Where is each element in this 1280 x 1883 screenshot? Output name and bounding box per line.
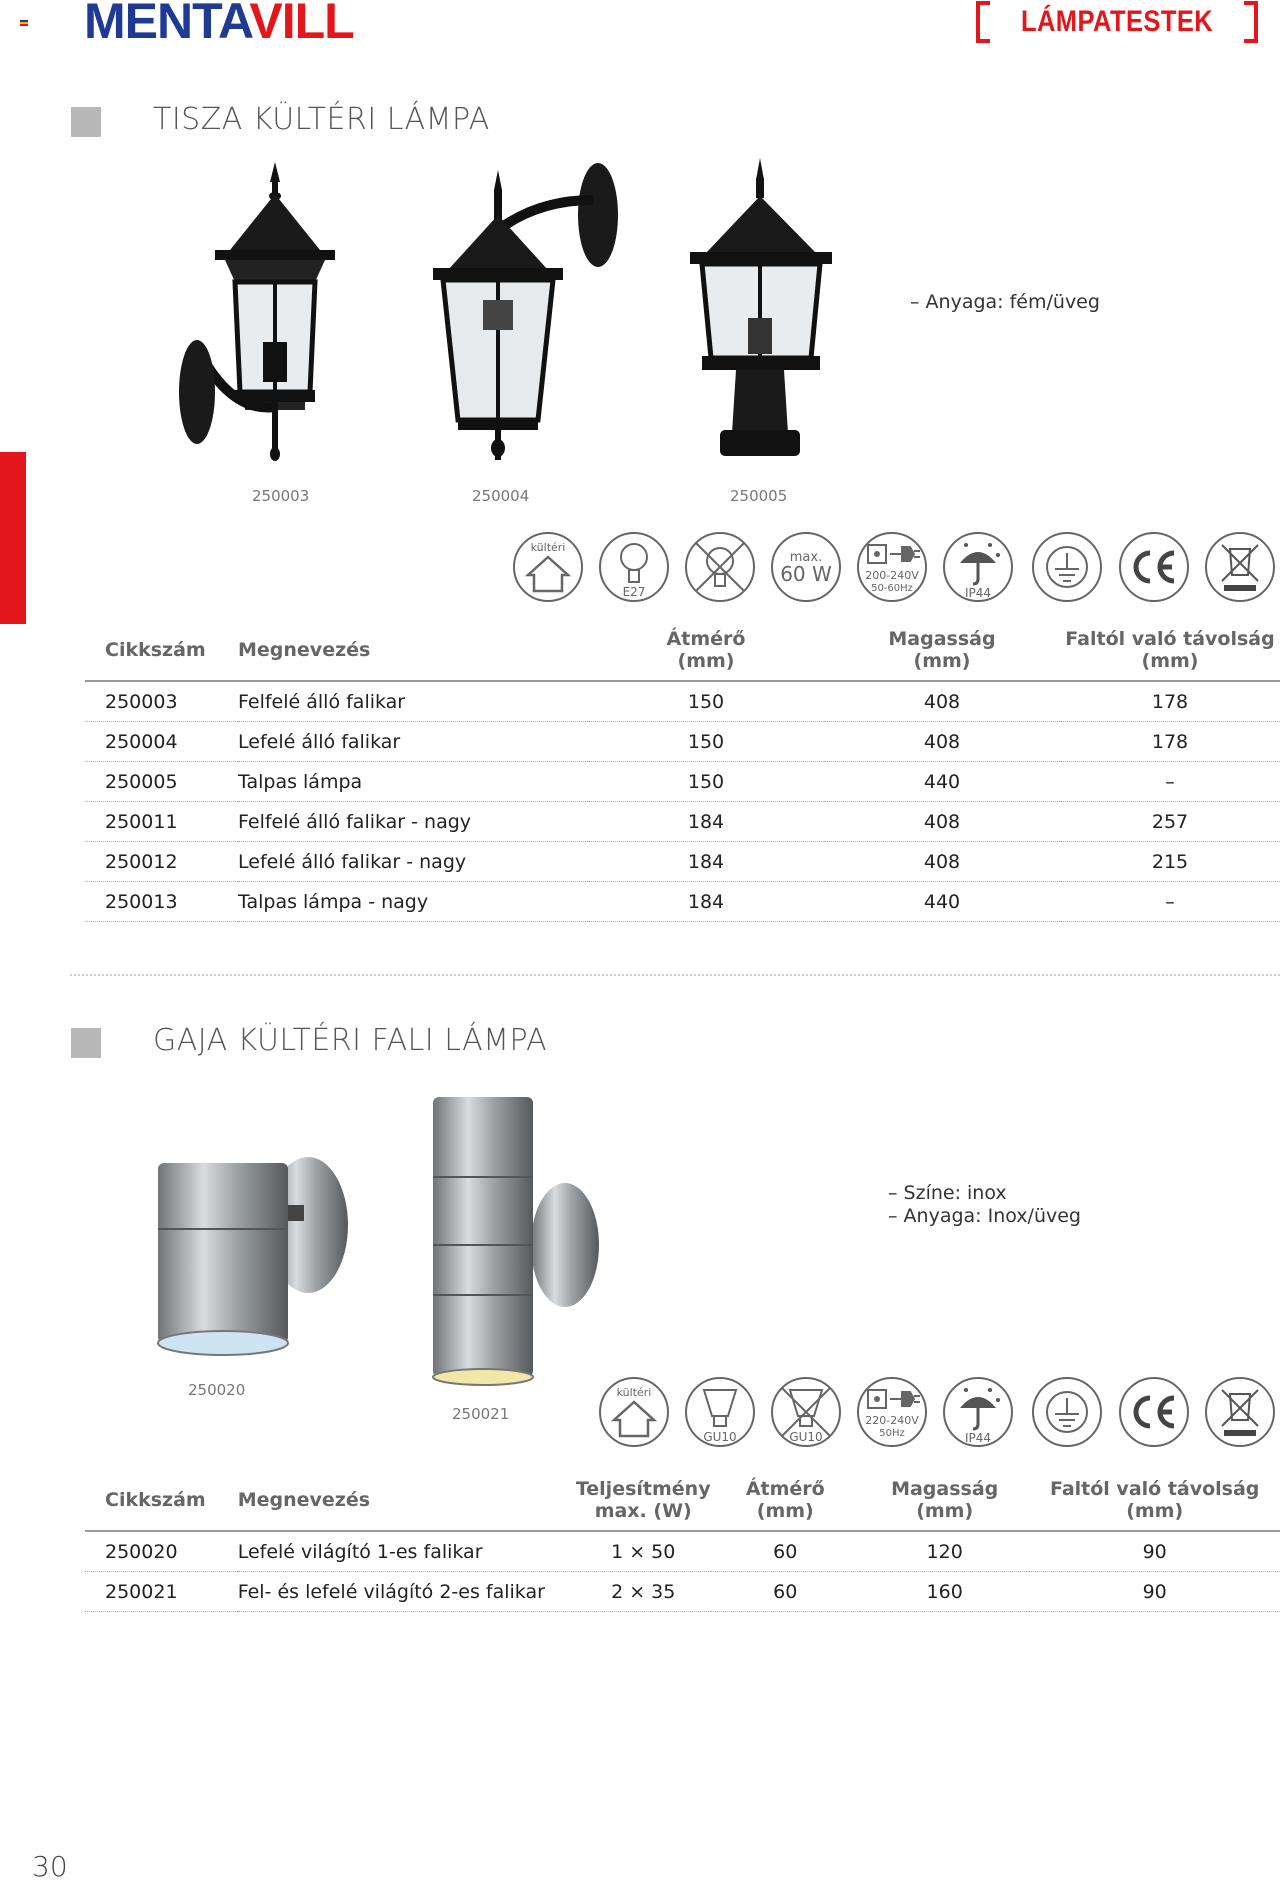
voltage-icon [856,531,928,603]
bracket-left [976,1,990,43]
gaja-product-table [85,1470,1280,1612]
ce-mark-icon [1118,1376,1190,1448]
col-header-height: Magasság (mm) [860,1470,1029,1531]
code-250004: 250004 [472,487,530,505]
col-header-diameter: Átmérő (mm) [711,1470,860,1531]
max-wattage-icon [770,531,842,603]
table-row[interactable]: 250021 Fel- és lefelé világító 2-es falikar 2 × 35 60 160 90 [85,1572,1280,1612]
section-title: GAJA KÜLTÉRI FALI LÁMPA [153,1023,548,1058]
ip44-rain-icon [942,1376,1014,1448]
code-250020: 250020 [188,1381,246,1399]
table-header-row [85,1470,1280,1531]
col-header-diameter: Átmérő (mm) [588,620,824,681]
ground-protection-icon [1031,1376,1103,1448]
flag-icon [20,20,28,26]
no-dimmer-bulb-icon [684,531,756,603]
no-dimmer-gu10-icon [770,1376,842,1448]
col-header-wall-distance: Faltól való távolság (mm) [1060,620,1280,681]
section-title: TISZA KÜLTÉRI LÁMPA [153,102,490,137]
material-spec: – Anyaga: fém/üveg [910,291,1100,313]
material-spec: – Anyaga: Inox/üveg [888,1205,1081,1227]
svg-text:50-60Hz: 50-60Hz [871,583,913,594]
svg-text:220-240V: 220-240V [865,1414,919,1427]
code-250003: 250003 [252,487,310,505]
ground-protection-icon [1031,531,1103,603]
table-header-row [85,620,1280,681]
svg-text:kültéri: kültéri [530,541,566,554]
svg-text:50Hz: 50Hz [879,1428,905,1439]
lamp-250004-image[interactable] [418,160,628,465]
code-250021: 250021 [452,1405,510,1423]
table-row[interactable]: 250020 Lefelé világító 1-es falikar 1 × 50 60 120 90 [85,1531,1280,1572]
svg-text:max.: max. [789,550,823,565]
svg-text:kültéri: kültéri [616,1386,652,1399]
col-header-name: Megnevezés [238,1470,576,1531]
code-250005: 250005 [730,487,788,505]
col-header-height: Magasság (mm) [824,620,1060,681]
section-marker [71,107,101,137]
svg-text:E27: E27 [622,585,646,599]
lamp-250003-image[interactable] [175,162,380,462]
brand-part1: MENTA [84,0,250,49]
bracket-right [1244,1,1258,43]
weee-bin-icon [1204,1376,1276,1448]
svg-text:60 W: 60 W [780,562,832,586]
svg-text:GU10: GU10 [703,1430,737,1444]
table-row[interactable]: 250012 Lefelé álló falikar - nagy 184 408 215 [85,842,1280,882]
svg-text:GU10: GU10 [789,1430,823,1444]
col-header-wall-distance: Faltól való távolság (mm) [1029,1470,1280,1531]
color-spec: – Színe: inox [888,1182,1007,1204]
brand-part2: VILL [249,0,354,49]
svg-text:IP44: IP44 [964,586,992,600]
table-row[interactable]: 250005 Talpas lámpa 150 440 – [85,762,1280,802]
side-tab [0,452,26,624]
col-header-code: Cikkszám [85,1470,238,1531]
table-row[interactable]: 250004 Lefelé álló falikar 150 408 178 [85,722,1280,762]
section-divider [70,974,1280,976]
col-header-name: Megnevezés [238,620,588,681]
bulb-e27-icon [598,531,670,603]
lamp-250020-image[interactable] [150,1145,360,1385]
category-text: LÁMPATESTEK [1020,5,1214,38]
table-row[interactable]: 250011 Felfelé álló falikar - nagy 184 408 257 [85,802,1280,842]
outdoor-icon [598,1376,670,1448]
ce-mark-icon [1118,531,1190,603]
section-marker [71,1028,101,1058]
voltage-icon [856,1376,928,1448]
page-number: 30 [32,1850,68,1883]
tisza-product-table [85,620,1280,922]
table-row[interactable]: 250013 Talpas lámpa - nagy 184 440 – [85,882,1280,922]
table-row[interactable]: 250003 Felfelé álló falikar 150 408 178 [85,681,1280,722]
svg-text:200-240V: 200-240V [865,569,919,582]
svg-text:IP44: IP44 [964,1431,992,1445]
outdoor-icon [512,531,584,603]
col-header-code: Cikkszám [85,620,238,681]
lamp-250021-image[interactable] [425,1095,600,1390]
brand-logo[interactable] [84,0,354,50]
ip44-rain-icon [942,531,1014,603]
category-label [976,2,1258,42]
bulb-gu10-icon [684,1376,756,1448]
lamp-250005-image[interactable] [676,158,846,463]
weee-bin-icon [1204,531,1276,603]
col-header-power: Teljesítmény max. (W) [576,1470,711,1531]
